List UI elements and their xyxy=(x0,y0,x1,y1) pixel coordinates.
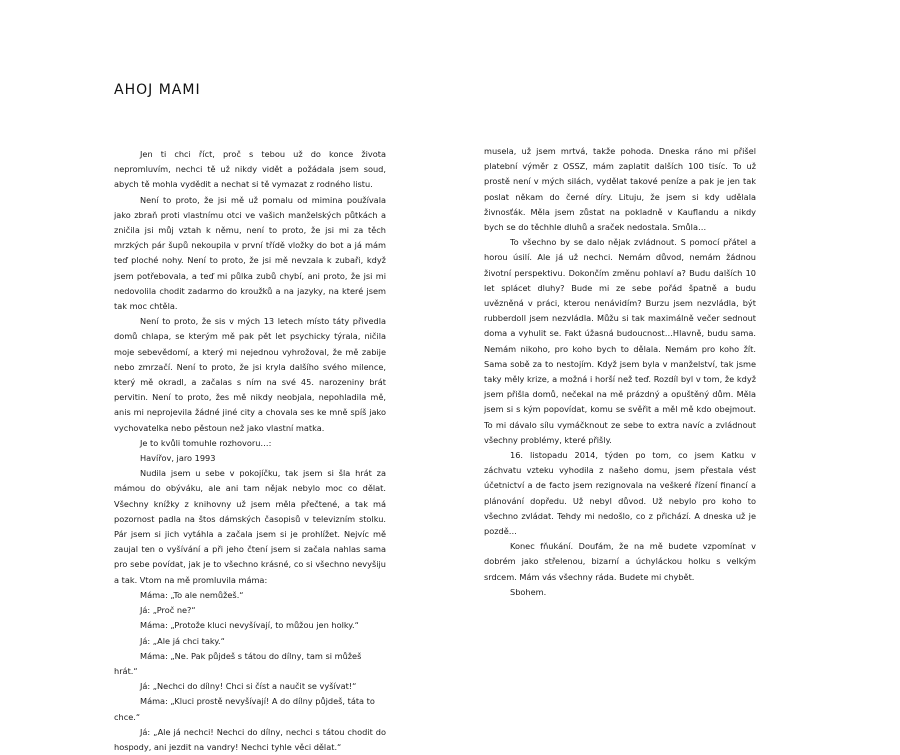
paragraph: 16. listopadu 2014, týden po tom, co jsem Katku v záchvatu vzteku vyhodila z našeho domu, jsem přestala vést účetnictví a de facto jsem rezignovala na veškeré řízení financí a plánování dopředu. Už nebyl důvod. Už nebylo pro koho to všechno zvládat. Tehdy mi nedošlo, co z přichází. A dneska už je pozdě… xyxy=(484,450,756,537)
paragraph: Je to kvůli tomuhle rozhovoru…: xyxy=(140,437,272,448)
paragraph: Není to proto, že sis v mých 13 letech místo táty přivedla domů chlapa, se kterým mě pak pět let psychicky týrala, ničila moje sebevědomí, a který mi nejednou vyhrožoval, že mě zabije nebo zmrzačí. Není to proto, že jsi kryla dalšího svého milence, který mě okradl, a začalas s ním na své 45. narozeniny brát pervitin. Není to proto, žes mě nikdy neobjala, nepohladila mě, anis mi neprojevila žádné jiné city a chovala ses ke mně spíš jako vychovatelka nebo pěstoun než jako vlastní matka. xyxy=(114,316,386,433)
paragraph: Jen ti chci říct, proč s tebou už do konce života nepromluvím, nechci tě už nikdy vidět a požádala jsem soud, abych tě mohla vydědit a nechat si tě vymazat z rodného listu. xyxy=(114,149,386,190)
dialog-line: Já: „Proč ne?“ xyxy=(140,605,196,616)
dialog-line: Já: „Nechci do dílny! Chci si číst a naučit se vyšívat!“ xyxy=(140,681,357,692)
dialog-line: Máma: „Protože kluci nevyšívají, to můžou jen holky.“ xyxy=(140,620,359,631)
paragraph: Není to proto, že jsi mě už pomalu od mimina používala jako zbraň proti vlastnímu otci ve vašich manželských půtkách a zničila jsi můj vztah k němu, není to proto, že jsi mi za těch mrzkých pár šupů nekoupila v první třídě vložky do bot a já mám teď ploché nohy. Není to proto, že jsi mě nevzala k zubaři, když jsem potřebovala, a teď mi půlka zubů chybí, ani proto, že jsi mi nedovolila chodit zadarmo do kroužků a na jazyky, na které jsem tak moc chtěla. xyxy=(114,194,386,312)
left-text-column xyxy=(114,147,386,755)
dialog-line: Máma: „Kluci prostě nevyšívají! A do dílny půjdeš, táta to chce.“ xyxy=(114,696,375,722)
paragraph: Nudila jsem u sebe v pokojíčku, tak jsem si šla hrát za mámou do obýváku, ale ani tam nějak nebylo moc co dělat. Všechny knížky z knihovny už jsem měla přečtené, a tak má pozornost padla na štos dámských časopisů v televizním stolku. Pár jsem si jich vytáhla a začala jsem si je prohlížet. Nejvíc mě zaujal ten o vyšívání a při jeho čtení jsem si začala nahlas sama pro sebe povídat, jak je to všechno krásné, co si všechno nevyšiju a tak. Vtom na mě promluvila máma: xyxy=(114,468,386,585)
dialog-line: Já: „Ale já nechci! Nechci do dílny, nechci s tátou chodit do hospody, ani jezdit na vandry! Nechci tyhle věci dělat.“ xyxy=(114,726,386,752)
chapter-title: AHOJ MAMI xyxy=(114,82,201,98)
right-text-column xyxy=(484,144,756,600)
farewell-line: Sbohem. xyxy=(510,586,547,597)
place-date-line: Havířov, jaro 1993 xyxy=(140,453,216,464)
dialog-line: Máma: „Ne. Pak půjdeš s tátou do dílny, tam si můžeš hrát.“ xyxy=(114,650,362,676)
dialog-line: Já: „Ale já chci taky.“ xyxy=(140,635,225,646)
paragraph: To všechno by se dalo nějak zvládnout. S pomocí přátel a horou úsilí. Ale já už nechci. Nemám důvod, nemám žádnou životní perspektivu. Dokončím změnu pohlaví a? Budu dalších 10 let splácet dluhy? Bude mi ze sebe pořád špatně a budu uvězněná v práci, kterou nenávidím? Burzu jsem nezvládla, být rubberdoll jsem nezvládla. Můžu si tak maximálně večer sednout doma a vyhulit se. Fakt úžasná budoucnost…Hlavně, budu sama. Nemám nikoho, pro koho bych to dělala. Nemám pro koho žít. Sama sobě za to nestojím. Když jsem byla v manželství, tak jsme taky měly krize, a možná i horší než teď. Rozdíl byl v tom, že když jsem přišla domů, nečekal na mě prázdný a opuštěný dům. Měla jsem si s kým popovídat, komu se svěřit a měl mě kdo obejmout. To mi dávalo sílu vymáčknout ze sebe to extra navíc a zvládnout všechny problémy, které přišly. xyxy=(484,237,756,445)
paragraph: Konec fňukání. Doufám, že na mě budete vzpomínat v dobrém jako střelenou, bizarní a úchyláckou holku s velkým srdcem. Mám vás všechny ráda. Budete mi chybět. xyxy=(484,541,756,582)
dialog-line: Máma: „To ale nemůžeš.“ xyxy=(140,589,244,600)
paragraph-continued: musela, už jsem mrtvá, takže pohoda. Dneska ráno mi přišel platební výměr z OSSZ, mám zaplatit dalších 100 tisíc. To už prostě není v mých silách, vydělat takové peníze a pak je jen tak poslat někam do černé díry. Lituju, že jsem si kdy udělala živnosťák. Měla jsem zůstat na pokladně v Kauflandu a nikdy bych se do těchhle dluhů a sraček nedostala. Smůla… xyxy=(484,146,756,233)
